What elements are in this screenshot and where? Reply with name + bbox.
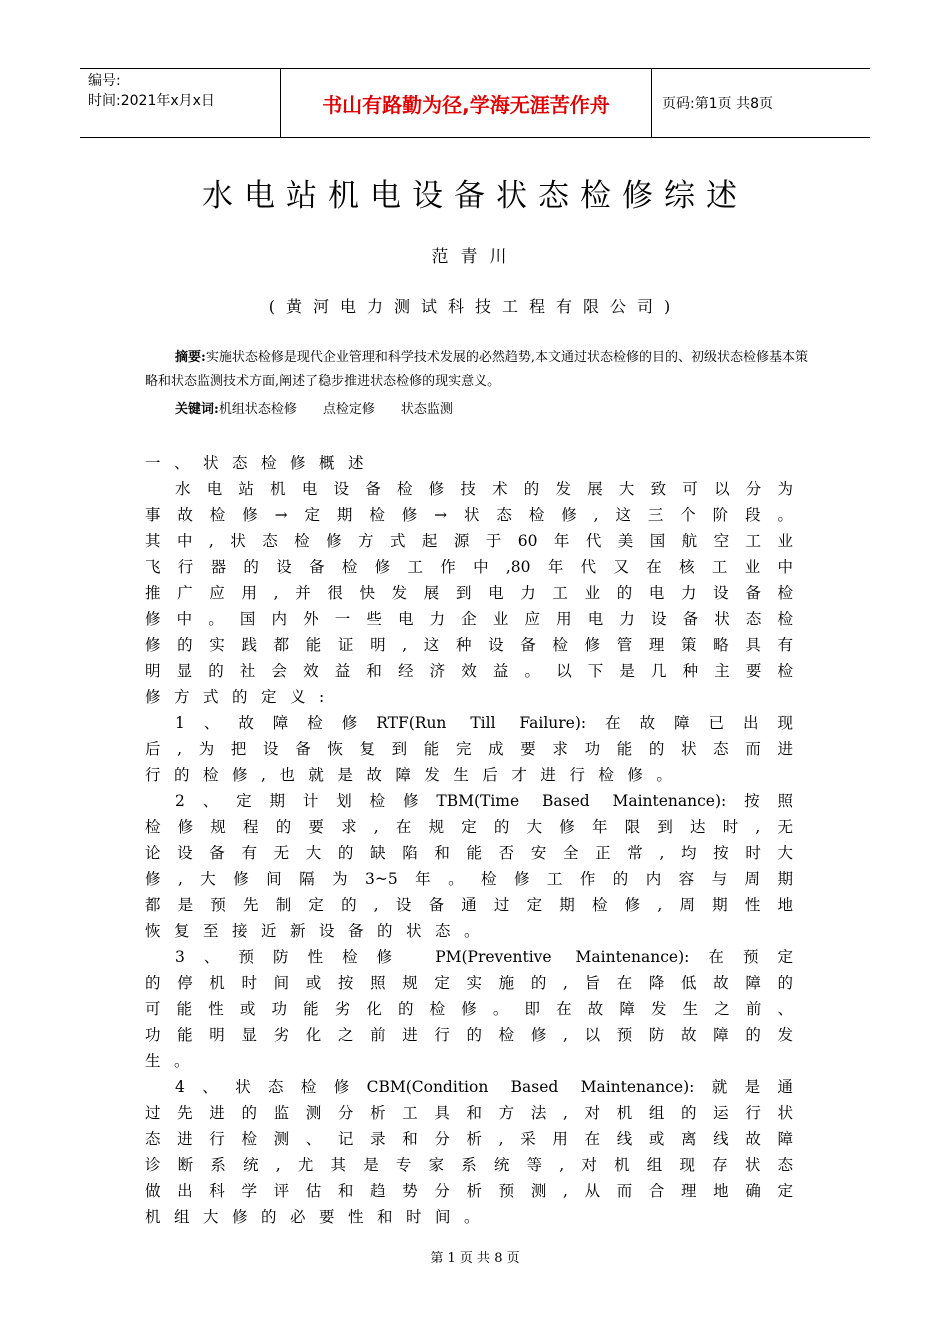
keywords-label: 关键词: [175, 402, 219, 417]
body-line: 事故检修→定期检修→状态检修,这三个阶段。 [145, 506, 793, 524]
body-line: 推广应用,并很快发展到电力工业的电力设备检 [145, 584, 793, 602]
body-line: 4、状态检修CBM(Condition Based Maintenance):就是通 [175, 1078, 793, 1096]
abstract-text: 实施状态检修是现代企业管理和科学技术发展的必然趋势,本文通过状态检修的目的、初级状态检修基本策略和状态监测技术方面,阐述了稳步推进状态检修的现实意义。 [145, 350, 808, 389]
body-line: 行的检修,也就是故障发生后才进行检修。 [145, 766, 686, 784]
body-line: 论设备有无大的缺陷和能否安全正常,均按时大 [145, 844, 793, 862]
section-heading: 一、状态检修概述 [145, 454, 378, 472]
body-line: 态进行检测、记录和分析,采用在线或离线故障 [145, 1130, 793, 1148]
body-line: 飞行器的设备检修工作中,80年代又在核工业中 [145, 558, 793, 576]
body-line: 后,为把设备恢复到能完成要求功能的状态而进 [145, 740, 793, 758]
keyword-item: 状态监测 [400, 402, 453, 417]
keyword-item: 机组状态检修 [218, 402, 297, 417]
body-line: 检修规程的要求,在规定的大修年限到达时,无 [145, 818, 793, 836]
body-line: 明显的社会效益和经济效益。以下是几种主要检 [145, 662, 793, 680]
body-line: 2、定期计划检修TBM(Time Based Maintenance):按照 [175, 792, 793, 810]
document-title: 水电站机电设备状态检修综述 [202, 178, 748, 214]
abstract-label: 摘要: [175, 350, 206, 365]
body-line: 的停机时间或按照规定实施的,旨在降低故障的 [145, 974, 793, 992]
body-line: 过先进的监测分析工具和方法,对机组的运行状 [145, 1104, 793, 1122]
body-line: 机组大修的必要性和时间。 [145, 1208, 494, 1226]
author-name: 范青川 [431, 247, 519, 267]
body-line: 修的实践都能证明,这种设备检修管理策略具有 [145, 636, 793, 654]
keyword-item: 点检定修 [322, 402, 375, 417]
body-line: 都是预先制定的,设备通过定期检修,周期性地 [145, 896, 793, 914]
author-affiliation: (黄河电力测试科技工程有限公司) [268, 297, 682, 316]
body-line: 水电站机电设备检修技术的发展大致可以分为 [175, 480, 793, 498]
keywords [175, 398, 479, 422]
page-footer: 第 1 页 共 8 页 [430, 1251, 520, 1266]
page-header [80, 68, 870, 138]
body-line: 1、故障检修RTF(Run Till Failure):在故障已出现 [175, 714, 793, 732]
body-line: 诊断系统,尤其是专家系统等,对机组现存状态 [145, 1156, 793, 1174]
body-line: 生。 [145, 1052, 204, 1070]
header-page-info: 页码:第1页 共8页 [662, 96, 773, 112]
body-text [145, 450, 793, 1230]
body-line: 修中。国内外一些电力企业应用电力设备状态检 [145, 610, 793, 628]
body-line: 修,大修间隔为3~5年。检修工作的内容与周期 [145, 870, 793, 888]
body-line: 3、预防性检修 PM(Preventive Maintenance):在预定 [175, 948, 793, 966]
body-line: 修方式的定义: [145, 688, 338, 706]
body-line: 其中,状态检修方式起源于60年代美国航空工业 [145, 532, 793, 550]
header-motto: 书山有路勤为径,学海无涯苦作舟 [280, 69, 652, 137]
body-line: 做出科学评估和趋势分析预测,从而合理地确定 [145, 1182, 793, 1200]
body-line: 功能明显劣化之前进行的检修,以预防故障的发 [145, 1026, 793, 1044]
document-number-label: 编号: [88, 73, 121, 89]
header-meta [80, 69, 280, 137]
body-line: 恢复至接近新设备的状态。 [145, 922, 494, 940]
document-time-label: 时间:2021年x月x日 [88, 93, 215, 109]
body-line: 可能性或功能劣化的检修。即在故障发生之前、 [145, 1000, 793, 1018]
abstract [145, 346, 820, 394]
